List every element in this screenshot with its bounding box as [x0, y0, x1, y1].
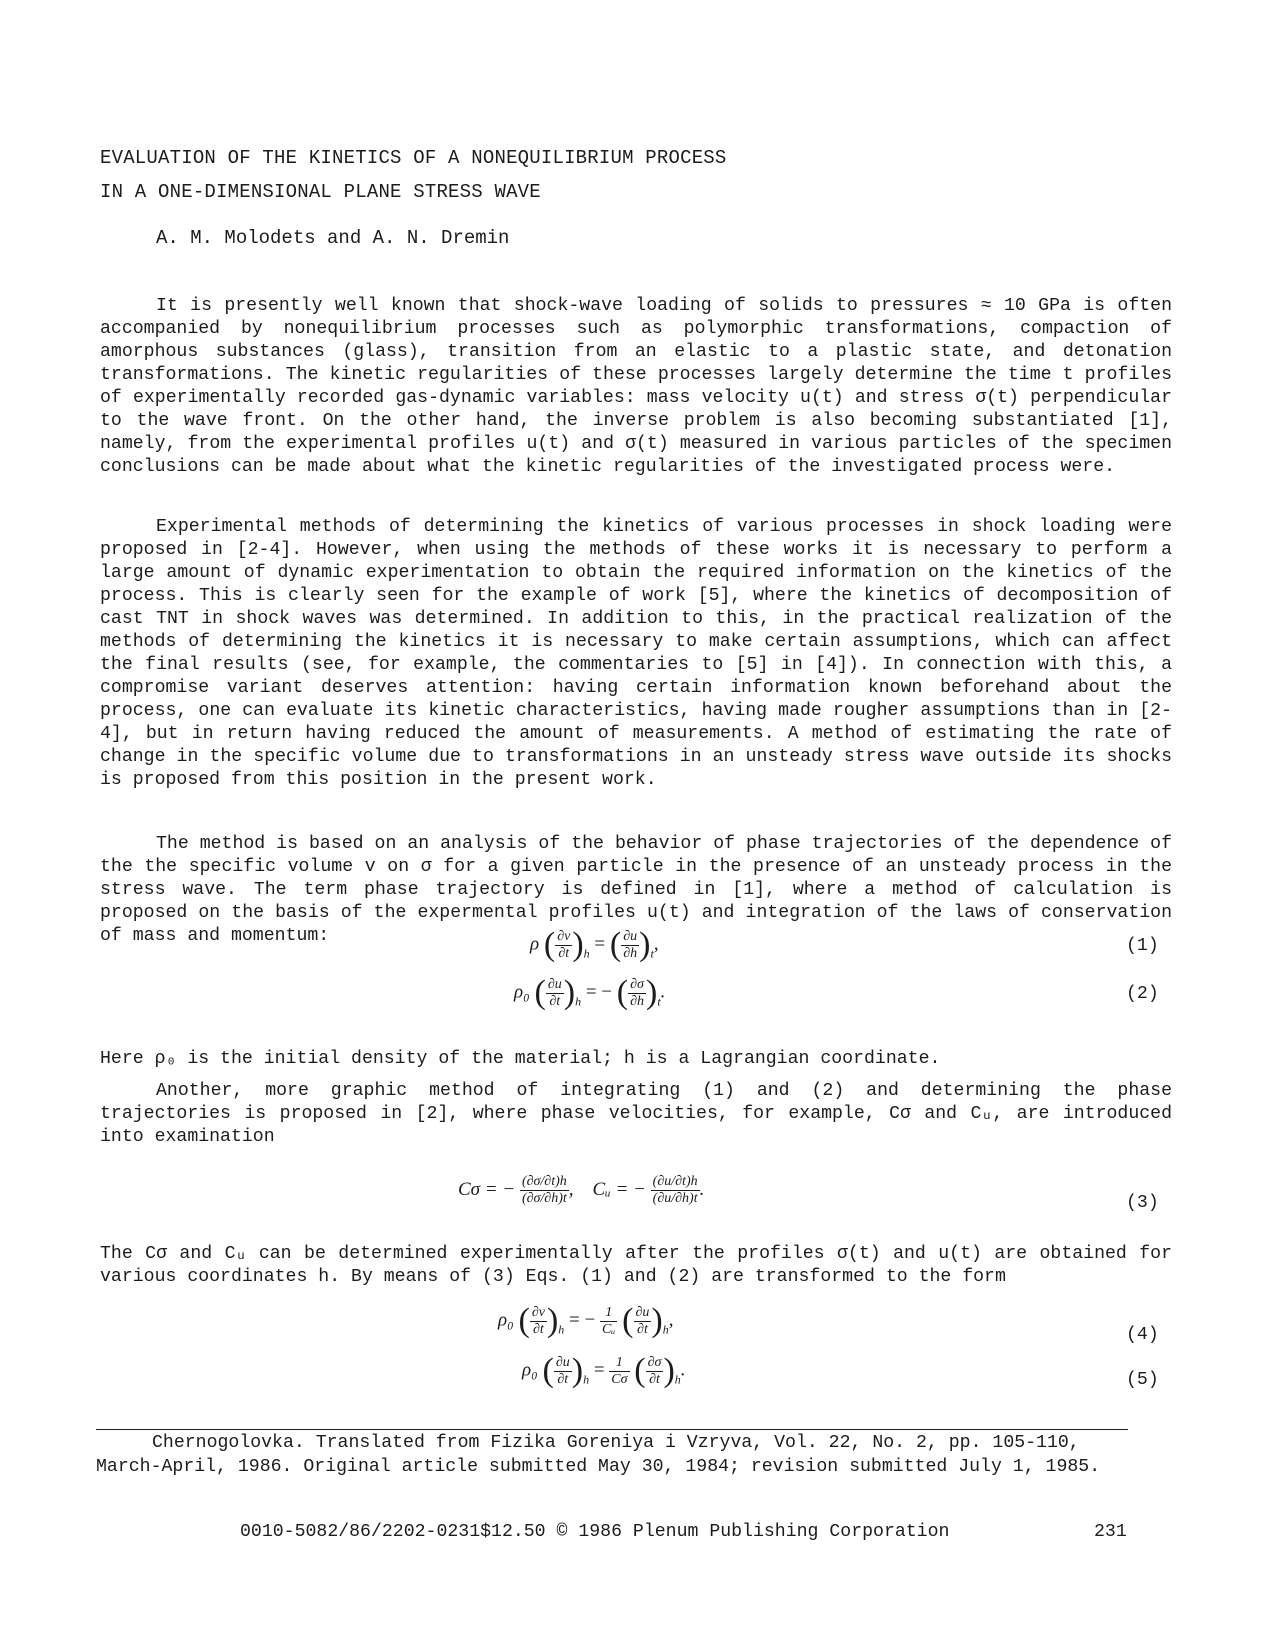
eq1-paren: )	[572, 926, 584, 963]
eq2-num-b: ∂σ	[628, 977, 646, 994]
eq2-paren: (	[534, 974, 546, 1011]
paragraph-phase-trajectory: The method is based on an analysis of the behavior of phase trajectories of the dependence of the the specific volume v on σ for a given particle in the presence of an unsteady process in the stress wave. The term phase trajectory is defined in [1], where a method of calculation is proposed on the basis of the expermental profiles u(t) and integration of the laws of conservation of mass and momentum:	[100, 834, 1172, 946]
eq3-num-a: (∂σ/∂t)h	[521, 1174, 567, 1189]
eq3-den-a: (∂σ/∂h)t	[521, 1191, 567, 1206]
equation-5: ρ₀ ( $\frac{\partial u}{\partial t}$ )$_h$ = $\frac{1}{C\sigma}$ ( $\frac{\partial\sigma}{\partial t}$ )$_h$.	[522, 1352, 686, 1389]
eq5-coef-den: Cσ	[611, 1371, 628, 1387]
paragraph-here-rho: Here ρ₀ is the initial density of the material; h is a Lagrangian coordinate.	[100, 1049, 941, 1069]
eq4-sub-a: h	[558, 1322, 565, 1337]
eq4-paren: )	[546, 1302, 559, 1339]
eq4-frac-b	[634, 1305, 652, 1338]
footnote-line-1: Chernogolovka. Translated from Fizika Goreniya i Vzryva, Vol. 22, No. 2, pp. 105-110,	[152, 1433, 1080, 1453]
eq4-num-a: ∂v	[531, 1304, 545, 1320]
eq2-paren: )	[646, 974, 658, 1011]
paragraph-methods: Experimental methods of determining the kinetics of various processes in shock loading were proposed in [2-4]. However, when using the methods of these works it is necessary to perform a large amount of dynamic experimentation to obtain the required information on the kinetics of the process. This is clearly seen for the example of work [5], where the kinetics of decomposition of cast TNT in shock waves was determined. In addition to this, in the practical realization of the methods of determining the kinetics it is necessary to make certain assumptions, which can affect the final results (see, for example, the commentaries to [5] in [4]). In connection with this, a compromise variant deserves attention: having certain information known beforehand about the process, one can evaluate its kinetic characteristics, having made rougher assumptions than in [2-4], but in return having reduced the amount of measurements. A method of estimating the rate of change in the specific volume due to transformations in an unsteady stress wave outside its shocks is proposed from this position in the present work.	[100, 517, 1172, 790]
eq1-sub-b: t	[650, 946, 654, 961]
eq5-paren: )	[663, 1352, 675, 1389]
eq4-paren: (	[518, 1302, 530, 1339]
paragraph-phase-velocities: Another, more graphic method of integrating (1) and (2) and determining the phase trajectories is proposed in [2], where phase velocities, for example, Cσ and Cᵤ, are introduced into examination	[100, 1081, 1172, 1147]
eq4-coef	[600, 1305, 617, 1338]
eq1-den-b: ∂h	[623, 945, 638, 961]
eq2-num-a: ∂u	[547, 976, 562, 992]
eq5-num-a: ∂u	[555, 1354, 570, 1370]
equation-1: ρ ( $\frac{\partial v}{\partial t}$ )$_h$ = ( $\frac{\partial u}{\partial h}$ )$_t$,	[530, 926, 659, 963]
authors: A. M. Molodets and A. N. Dremin	[156, 227, 510, 249]
page-number: 231	[1094, 1522, 1127, 1542]
equation-2-number: (2)	[1126, 984, 1159, 1004]
eq5-coef	[609, 1355, 629, 1388]
eq4-num-b: ∂u	[635, 1304, 650, 1320]
eq2-den-b: ∂h	[630, 993, 644, 1009]
eq2-paren: )	[563, 974, 576, 1011]
paragraph-transform: The Cσ and Cᵤ can be determined experimentally after the profiles σ(t) and u(t) are obtained for various coordinates h. By means of (3) Eqs. (1) and (2) are transformed to the form	[100, 1244, 1172, 1287]
eq3-den-b: (∂u/∂h)t	[652, 1191, 698, 1206]
eq4-lhs: ρ₀	[498, 1309, 514, 1331]
eq4-sub-b: h	[662, 1322, 669, 1337]
equation-3: Cσ = − $\frac{(\partial\sigma/\partial t)h}{(\partial\sigma/\partial h)t}$ , Cᵤ = − $\frac{(\partial u/\partial t)h}{(\partial u/\partial h)t}$ .	[458, 1174, 705, 1206]
eq4-den-a: ∂t	[532, 1321, 544, 1337]
eq3-c-u: Cᵤ = −	[592, 1178, 646, 1200]
eq5-sub-a: h	[583, 1372, 590, 1387]
eq1-den-a: ∂t	[558, 945, 570, 961]
eq5-coef-num: 1	[609, 1355, 629, 1372]
equation-1-number: (1)	[1126, 936, 1159, 956]
eq5-frac-a	[554, 1355, 572, 1388]
eq1-frac-b	[621, 929, 639, 962]
eq5-paren: (	[634, 1352, 646, 1389]
eq4-coef-num: 1	[600, 1305, 617, 1322]
eq5-equals: =	[593, 1359, 605, 1381]
eq4-paren: )	[651, 1302, 663, 1339]
eq1-paren: (	[543, 926, 556, 963]
eq3-frac-a	[520, 1174, 569, 1207]
eq4-coef-den: Cᵤ	[601, 1321, 616, 1337]
eq5-lhs: ρ₀	[522, 1359, 538, 1381]
eq2-lhs: ρ₀	[514, 981, 530, 1003]
equation-4-number: (4)	[1126, 1325, 1159, 1345]
eq2-equals: = −	[585, 981, 612, 1003]
eq1-lhs: ρ	[530, 933, 540, 955]
eq1-num-a: ∂v	[557, 928, 571, 944]
eq1-paren: )	[639, 926, 651, 963]
equation-3-number: (3)	[1126, 1193, 1159, 1213]
eq4-paren: (	[622, 1302, 634, 1339]
eq4-frac-a	[530, 1305, 547, 1338]
eq2-den-a: ∂t	[549, 993, 561, 1009]
eq2-sub-a: h	[575, 994, 582, 1009]
eq5-paren: (	[542, 1352, 554, 1389]
eq3-c-sigma: Cσ = −	[458, 1178, 516, 1200]
footnote-line-2: March-April, 1986. Original article submitted May 30, 1984; revision submitted July 1, 1985.	[96, 1457, 1101, 1477]
eq2-frac-b	[628, 977, 646, 1010]
eq1-frac-a	[555, 929, 572, 962]
equation-4: ρ₀ ( $\frac{\partial v}{\partial t}$ )$_h$ = − $\frac{1}{\text{Cᵤ}}$ ( $\frac{\partial u}{\partial t}$ )$_h$,	[498, 1302, 674, 1339]
footnote-divider	[96, 1429, 1128, 1430]
equation-5-number: (5)	[1126, 1370, 1159, 1390]
eq5-frac-b	[646, 1355, 664, 1388]
eq2-sub-b: t	[657, 994, 661, 1009]
eq3-num-b: (∂u/∂t)h	[652, 1174, 698, 1189]
eq5-den-a: ∂t	[557, 1371, 569, 1387]
eq2-frac-a	[546, 977, 564, 1010]
eq5-sub-b: h	[674, 1372, 681, 1387]
eq1-equals: =	[594, 933, 606, 955]
paper-title-line-1: EVALUATION OF THE KINETICS OF A NONEQUILIBRIUM PROCESS	[100, 147, 727, 169]
eq1-paren: (	[609, 926, 622, 963]
equation-2: ρ₀ ( $\frac{\partial u}{\partial t}$ )$_h$ = − ( $\frac{\partial\sigma}{\partial h}$ )$_t$.	[514, 974, 666, 1011]
eq5-den-b: ∂t	[649, 1371, 660, 1387]
eq4-den-b: ∂t	[637, 1321, 648, 1337]
eq4-equals: = −	[569, 1309, 596, 1331]
eq5-paren: )	[571, 1352, 584, 1389]
eq2-paren: (	[616, 974, 629, 1011]
paragraph-intro: It is presently well known that shock-wave loading of solids to pressures ≈ 10 GPa is often accompanied by nonequilibrium processes such as polymorphic transformations, compaction of amorphous substances (glass), transition from an elastic to a plastic state, and detonation transformations. The kinetic regularities of these processes largely determine the time t profiles of experimentally recorded gas-dynamic variables: mass velocity u(t) and stress σ(t) perpendicular to the wave front. On the other hand, the inverse problem is also becoming substantiated [1], namely, from the experimental profiles u(t) and σ(t) measured in various particles of the specimen conclusions can be made about what the kinetic regularities of the investigated process were.	[100, 296, 1172, 477]
eq3-frac-b	[651, 1174, 700, 1207]
paper-title-line-2: IN A ONE-DIMENSIONAL PLANE STRESS WAVE	[100, 181, 541, 203]
eq1-sub-a: h	[583, 946, 590, 961]
eq1-num-b: ∂u	[623, 928, 638, 944]
issn-copyright: 0010-5082/86/2202-0231$12.50 © 1986 Plenum Publishing Corporation	[240, 1522, 950, 1542]
eq5-num-b: ∂σ	[647, 1354, 662, 1370]
